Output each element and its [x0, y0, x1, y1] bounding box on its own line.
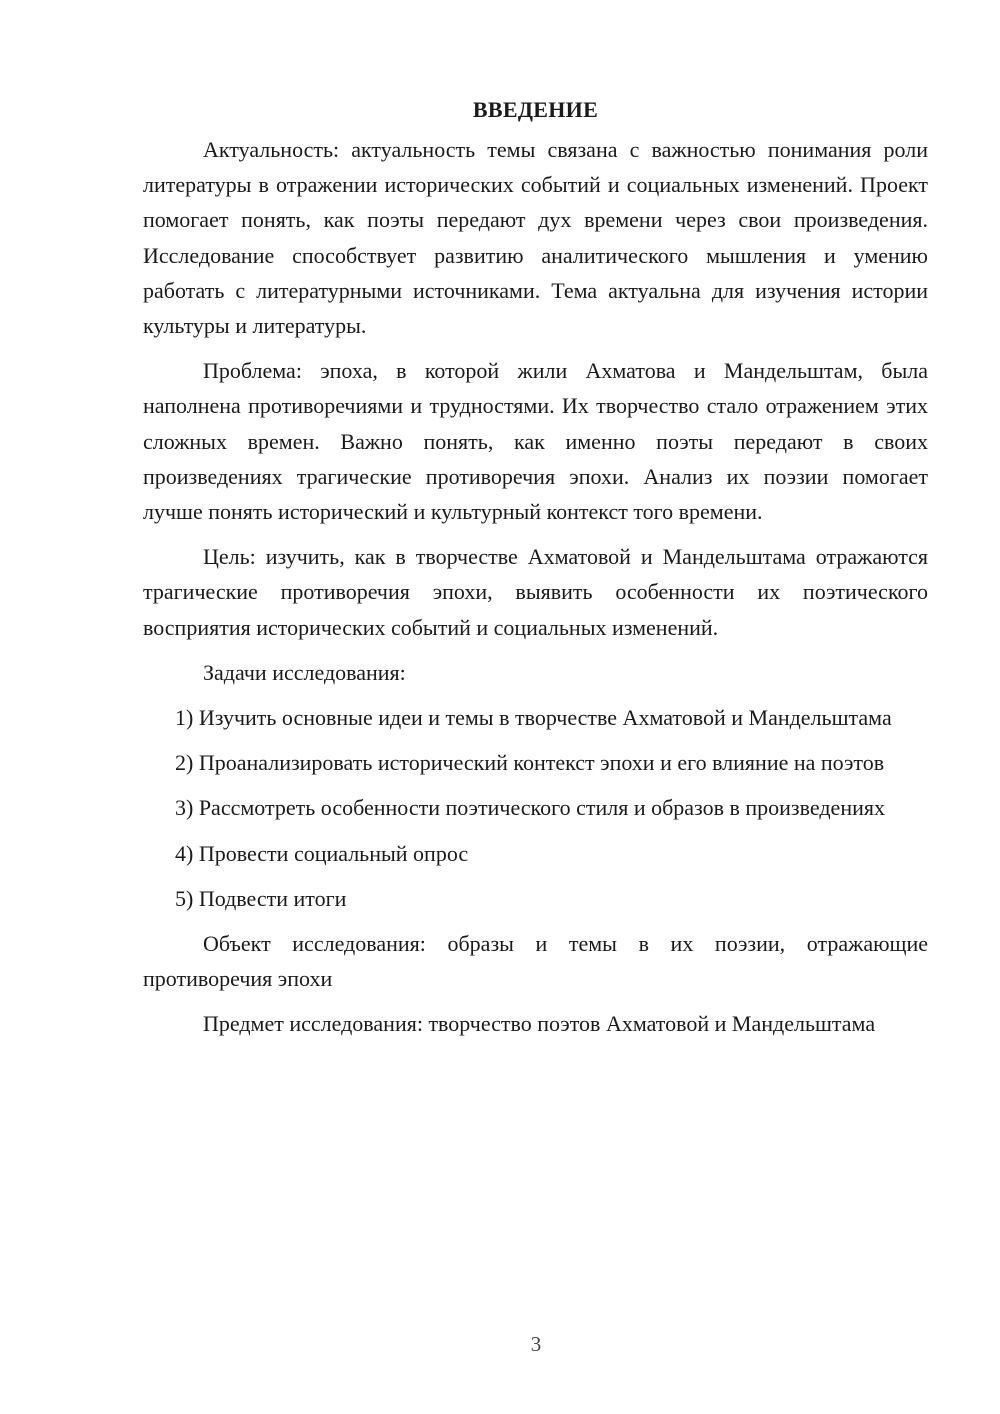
relevance-paragraph: Актуальность: актуальность темы связана с важностью понимания роли литературы в отражении исторических событий и социальных изменений. Проект помогает понять, как поэты передают дух времени через свои произведения. Исследование способствует развитию аналитического мышления и умению работать с литературными источниками. Тема актуальна для изучения истории культуры и литературы.: [143, 137, 928, 339]
tasks-heading: Задачи исследования:: [203, 659, 406, 685]
goal-paragraph: Цель: изучить, как в творчестве Ахматовой и Мандельштама отражаются трагические противоречия эпохи, выявить особенности их поэтического восприятия исторических событий и социальных изменений.: [143, 544, 928, 640]
task-item-3: 3) Рассмотреть особенности поэтического стиля и образов в произведениях: [175, 795, 885, 821]
page-number: 3: [530, 1332, 542, 1356]
problem-paragraph: Проблема: эпоха, в которой жили Ахматова и Мандельштам, была наполнена противоречиями и трудностями. Их творчество стало отражением этих сложных времен. Важно понять, как именно поэты передают в своих произведениях трагические противоречия эпохи. Анализ их поэзии помогает лучше понять исторический и культурный контекст того времени.: [143, 358, 928, 525]
task-item-2: 2) Проанализировать исторический контекст эпохи и его влияние на поэтов: [175, 750, 885, 776]
page-title: ВВЕДЕНИЕ: [472, 97, 599, 122]
task-item-1: 1) Изучить основные идеи и темы в творчестве Ахматовой и Мандельштама: [175, 705, 892, 731]
object-paragraph: Объект исследования: образы и темы в их поэзии, отражающие противоречия эпохи: [143, 931, 928, 992]
task-item-5: 5) Подвести итоги: [175, 885, 347, 911]
page-content: [143, 94, 928, 1052]
task-item-4: 4) Провести социальный опрос: [175, 840, 469, 866]
subject-paragraph: Предмет исследования: творчество поэтов Ахматовой и Мандельштама: [203, 1011, 876, 1037]
